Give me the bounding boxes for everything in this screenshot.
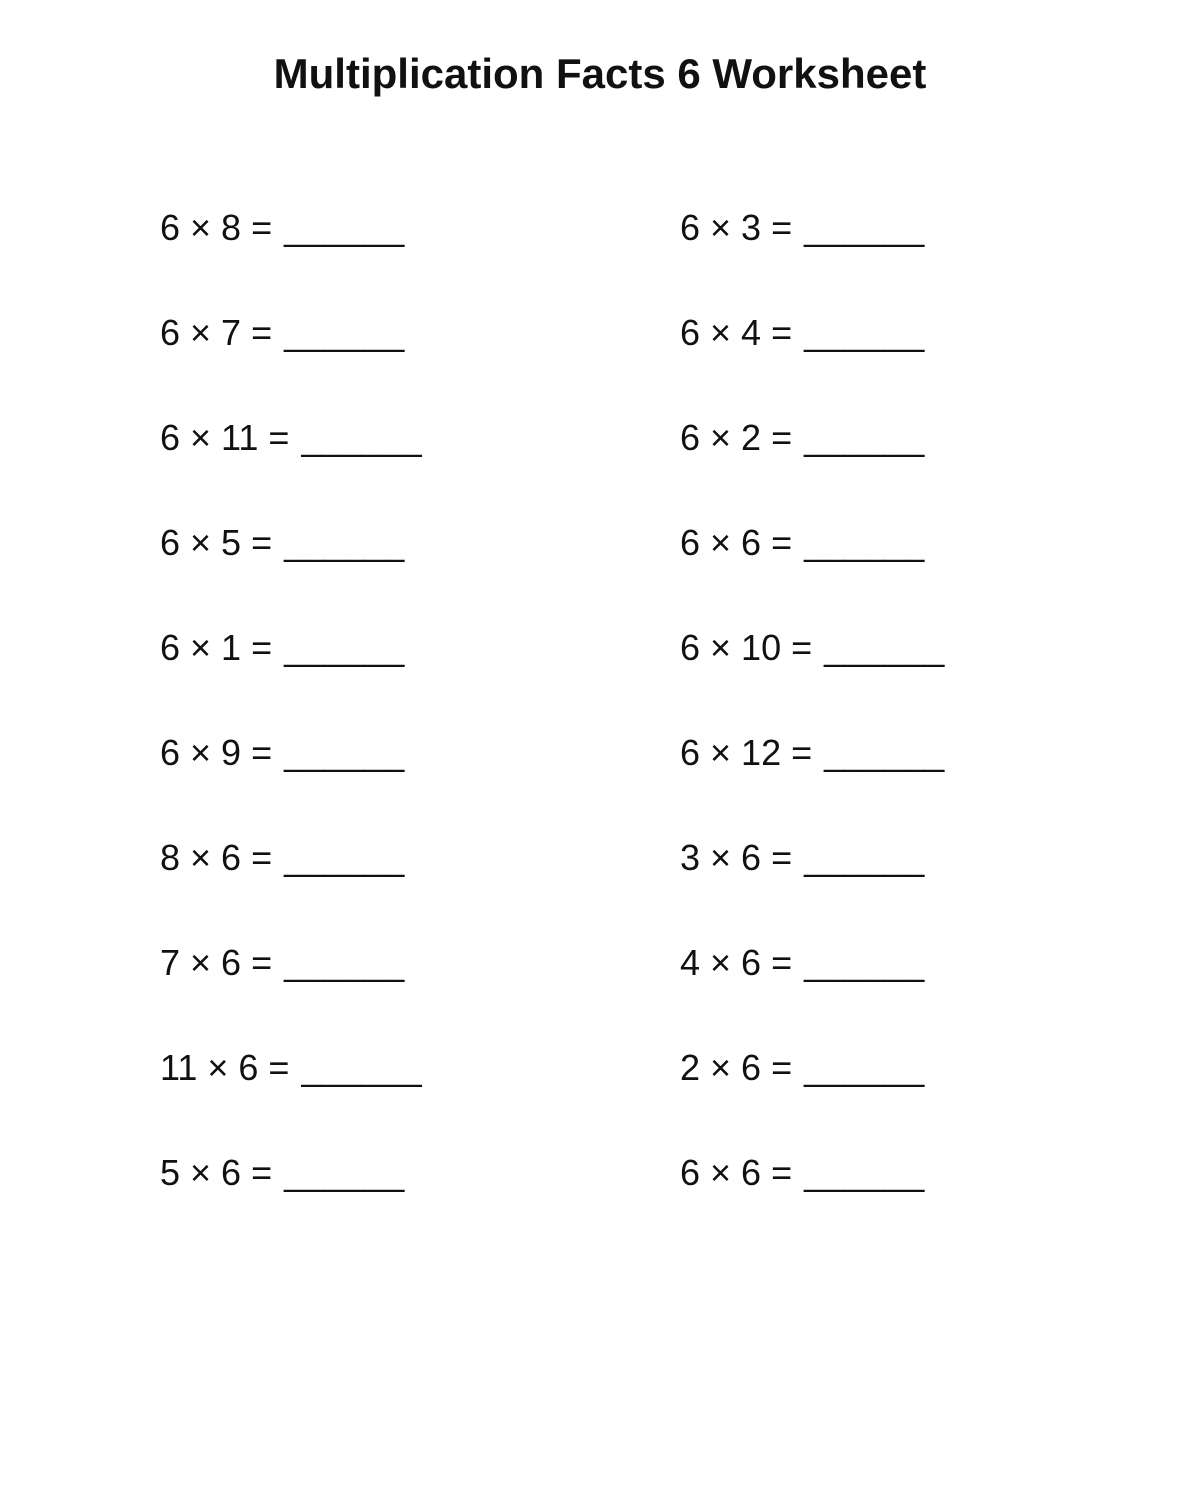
problem-expression: 11 × 6 = <box>160 1047 290 1088</box>
answer-blank: ______ <box>301 417 422 458</box>
problem-expression: 3 × 6 = <box>680 837 793 878</box>
problem-item <box>680 200 944 305</box>
problem-item <box>680 410 944 515</box>
problem-expression: 4 × 6 = <box>680 942 793 983</box>
right-problem-column <box>680 200 944 1250</box>
answer-blank: ______ <box>284 1152 405 1193</box>
answer-blank: ______ <box>284 942 405 983</box>
problem-expression: 7 × 6 = <box>160 942 273 983</box>
answer-blank: ______ <box>804 942 925 983</box>
problem-expression: 6 × 2 = <box>680 417 793 458</box>
problem-expression: 6 × 4 = <box>680 312 793 353</box>
problem-expression: 2 × 6 = <box>680 1047 793 1088</box>
problem-expression: 6 × 5 = <box>160 522 273 563</box>
answer-blank: ______ <box>284 207 405 248</box>
problem-item <box>680 830 944 935</box>
problem-item <box>680 620 944 725</box>
problem-item <box>160 410 422 515</box>
problem-item <box>160 1145 422 1250</box>
problem-item <box>680 1145 944 1250</box>
problem-expression: 6 × 12 = <box>680 732 813 773</box>
left-problem-column <box>160 200 422 1250</box>
answer-blank: ______ <box>804 1047 925 1088</box>
answer-blank: ______ <box>804 312 925 353</box>
problem-expression: 6 × 3 = <box>680 207 793 248</box>
problem-item <box>680 305 944 410</box>
problem-expression: 6 × 11 = <box>160 417 290 458</box>
problem-expression: 6 × 6 = <box>680 1152 793 1193</box>
answer-blank: ______ <box>824 627 945 668</box>
problem-expression: 6 × 9 = <box>160 732 273 773</box>
problem-item <box>680 515 944 620</box>
answer-blank: ______ <box>804 522 925 563</box>
answer-blank: ______ <box>301 1047 422 1088</box>
problem-item <box>160 305 422 410</box>
answer-blank: ______ <box>284 732 405 773</box>
answer-blank: ______ <box>804 417 925 458</box>
answer-blank: ______ <box>824 732 945 773</box>
answer-blank: ______ <box>804 837 925 878</box>
problem-expression: 8 × 6 = <box>160 837 273 878</box>
problem-item <box>680 1040 944 1145</box>
answer-blank: ______ <box>284 837 405 878</box>
answer-blank: ______ <box>284 627 405 668</box>
answer-blank: ______ <box>284 312 405 353</box>
problem-item <box>160 1040 422 1145</box>
problem-expression: 6 × 1 = <box>160 627 273 668</box>
problem-item <box>160 200 422 305</box>
answer-blank: ______ <box>804 207 925 248</box>
problem-expression: 6 × 8 = <box>160 207 273 248</box>
problem-item <box>160 830 422 935</box>
worksheet-title: Multiplication Facts 6 Worksheet <box>273 50 927 97</box>
problem-item <box>160 725 422 830</box>
problem-item <box>680 935 944 1040</box>
answer-blank: ______ <box>804 1152 925 1193</box>
problem-item <box>160 515 422 620</box>
problem-expression: 6 × 7 = <box>160 312 273 353</box>
problem-item <box>160 935 422 1040</box>
problem-expression: 6 × 6 = <box>680 522 793 563</box>
problem-item <box>680 725 944 830</box>
answer-blank: ______ <box>284 522 405 563</box>
problem-item <box>160 620 422 725</box>
problem-expression: 5 × 6 = <box>160 1152 273 1193</box>
problem-expression: 6 × 10 = <box>680 627 813 668</box>
